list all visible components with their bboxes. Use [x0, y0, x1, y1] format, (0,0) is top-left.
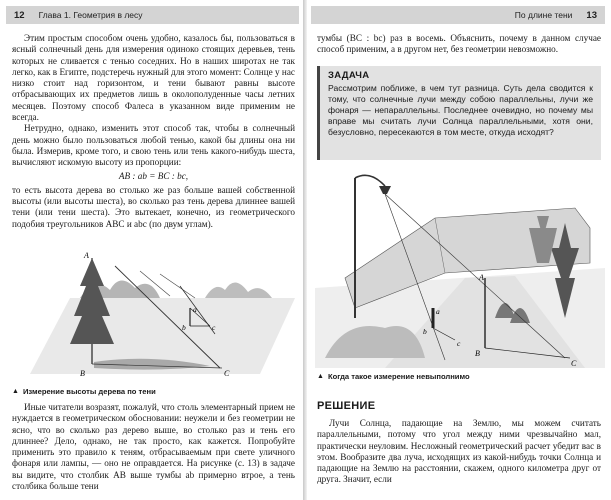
label-B: B	[80, 369, 85, 378]
paragraph: Иные читатели возразят, пожалуй, что столь элементарный прием не нуждается в геометрическом обосновании: неужели и без геометрии не ясно, что во сколько раз дерево выше, во столько раз и тень его длиннее? Дело, однако, не так просто, как кажется. Попробуйте применить это правило к теням, отбрасываемым при свете уличного фонаря или лампы, — оно не оправдается. На рисунке (с. 13) в задаче вы видите, что столбик AB выше тумбы ab примерно втрое, а тень столбика больше тени	[12, 402, 295, 492]
label-a: a	[436, 307, 440, 316]
label-B: B	[475, 349, 480, 358]
task-box	[317, 66, 601, 160]
label-C: C	[224, 369, 230, 378]
distant-trees	[205, 282, 272, 298]
right-page-number: 13	[586, 9, 597, 21]
label-C: C	[571, 359, 577, 368]
task-title: ЗАДАЧА	[328, 70, 370, 81]
lamp-arm	[355, 175, 385, 186]
left-caption-text: Измерение высоты дерева по тени	[22, 387, 156, 396]
proportion-formula: AB : ab = BC : bc,	[118, 170, 189, 181]
label-A: A	[84, 251, 89, 260]
paragraph: Лучи Солнца, падающие на Землю, мы можем считать параллельными, потому что угол между ними чрезвычайно мал, практически неуловим. Несложный геометрический расчет убедит вас в этом. Вообразите два луча, исходящих из какой-нибудь точки Солнца и падающие на Землю на расстоянии, скажем, одного километра друг от друга. Значит, если	[317, 418, 601, 485]
label-c: c	[457, 339, 461, 348]
left-page	[0, 0, 303, 500]
left-text-top	[12, 33, 295, 230]
left-page-number: 12	[14, 9, 25, 21]
label-c: c	[212, 323, 216, 332]
paragraph: то есть высота дерева во столько же раз больше вашей собственной высоты (или высоты шеста), во сколько раз тень дерева длиннее вашей тени (или тени шеста). Это вытекает, конечно, из геометрического подобия треугольников ABC и abc (по двум углам).	[12, 184, 295, 229]
solution-heading: РЕШЕНИЕ	[317, 400, 376, 412]
triangle-marker-icon: ▲	[12, 388, 19, 395]
sun-ray	[160, 274, 195, 298]
label-A: A	[479, 273, 484, 282]
left-figure-caption	[12, 387, 156, 396]
tree-shadow-figure	[10, 246, 295, 382]
right-text-top	[317, 33, 601, 56]
right-running-title: По длине тени	[514, 10, 573, 20]
paragraph: Этим простым способом очень удобно, казалось бы, пользоваться в ясный солнечный день для измерения одиноко стоящих деревьев, тень которых не сливается с тенью соседних. Но в наших широтах не так легко, как в Египте, подстеречь нужный для этого момент: Солнце у нас низко стоит над горизонтом, и тени бывают равны высоте отбрасывающих их предметов лишь в околополуденные часы летних месяцев. Поэтому способ Фалеса в указанном виде применим не всегда.	[12, 33, 295, 123]
left-text-bottom	[12, 402, 295, 492]
right-page	[307, 0, 611, 500]
lamp-head	[379, 186, 391, 194]
triangle-marker-icon: ▲	[317, 373, 324, 380]
paragraph: Нетрудно, однако, изменить этот способ так, чтобы в солнечный день можно было пользоваться любой тенью, какой бы длины она ни была. Измерив, кроме того, и свою тень или тень какого-нибудь шеста, вычисляют искомую высоту из пропорции:	[12, 123, 295, 168]
paragraph: тумбы (BC : bc) раз в восемь. Объяснить, почему в данном случае способ применим, а в другом нет, без геометрии невозможно.	[317, 33, 601, 55]
label-b: b	[423, 327, 427, 336]
label-a: a	[193, 305, 197, 314]
right-figure-caption	[317, 372, 470, 381]
right-text-bottom	[317, 418, 601, 486]
task-text: Рассмотрим поближе, в чем тут разница. Суть дела сводится к тому, что солнечные лучи между собою параллельны, лучи же фонаря — непараллельны. Последнее очевидно, но почему мы вправе мы считать лучи Солнца параллельными, хотя они, безусловно, пересекаются в том месте, откуда исходят?	[328, 83, 593, 137]
street-lamp-figure	[315, 168, 605, 368]
right-caption-text: Когда такое измерение невыполнимо	[327, 372, 470, 381]
left-running-head	[6, 6, 299, 24]
label-b: b	[182, 323, 186, 332]
left-running-title: Глава 1. Геометрия в лесу	[38, 10, 143, 20]
right-running-head	[311, 6, 605, 24]
